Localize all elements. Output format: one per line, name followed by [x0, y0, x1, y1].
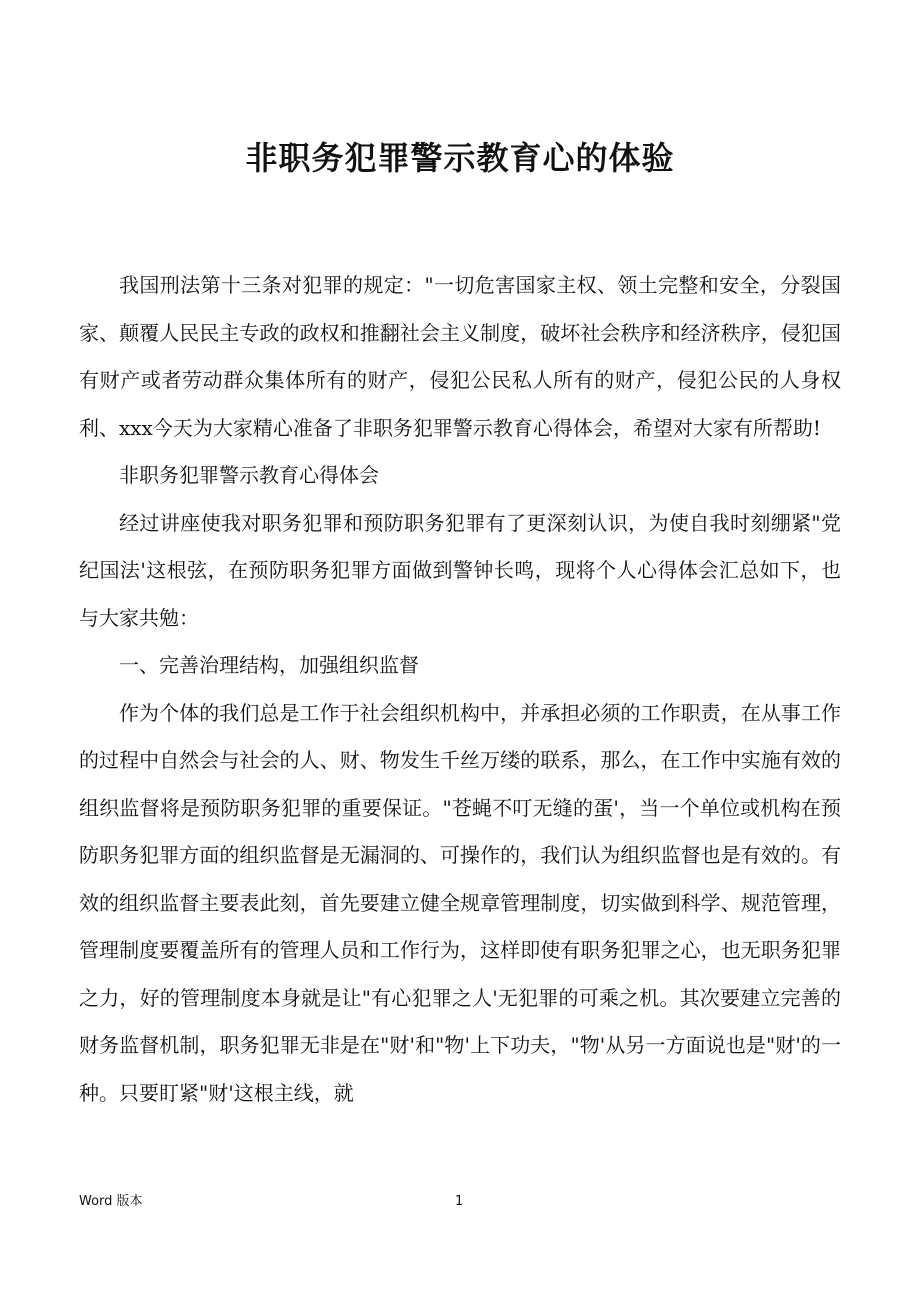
- document-body: [79, 262, 841, 1117]
- footer-label: Word 版本: [79, 1194, 143, 1209]
- paragraph-subtitle: 非职务犯罪警示教育心得体会: [119, 463, 379, 487]
- document-title: 非职务犯罪警示教育心的体验: [245, 139, 675, 177]
- section-heading-1: 一、完善治理结构，加强组织监督: [119, 653, 419, 677]
- page-number: 1: [455, 1194, 464, 1209]
- paragraph-lecture: 经过讲座使我对职务犯罪和预防职务犯罪有了更深刻认识，为使自我时刻绷紧"党纪国法'这根弦，在预防职务犯罪方面做到警钟长鸣，现将个人心得体会汇总如下，也与大家共勉：: [79, 510, 841, 630]
- paragraph-intro: 我国刑法第十三条对犯罪的规定："一切危害国家主权、领土完整和安全，分裂国家、颠覆人民民主专政的政权和推翻社会主义制度，破坏社会秩序和经济秩序，侵犯国有财产或者劳动群众集体所有的财产，侵犯公民私人所有的财产，侵犯公民的人身权利、xxx今天为大家精心准备了非职务犯罪警示教育心得体会，希望对大家有所帮助!: [79, 273, 841, 440]
- paragraph-supervision: 作为个体的我们总是工作于社会组织机构中，并承担必须的工作职责，在从事工作的过程中自然会与社会的人、财、物发生千丝万缕的联系，那么，在工作中实施有效的组织监督将是预防职务犯罪的重要保证。"苍蝇不叮无缝的蛋'，当一个单位或机构在预防职务犯罪方面的组织监督是无漏洞的、可操作的，我们认为组织监督也是有效的。有效的组织监督主要表此刻，首先要建立健全规章管理制度，切实做到科学、规范管理，管理制度要覆盖所有的管理人员和工作行为，这样即使有职务犯罪之心，也无职务犯罪之力，好的管理制度本身就是让"有心犯罪之人'无犯罪的可乘之机。其次要建立完善的财务监督机制，职务犯罪无非是在"财'和"物'上下功夫，"物'从另一方面说也是"财'的一种。只要盯紧"财'这根主线，就: [79, 700, 841, 1105]
